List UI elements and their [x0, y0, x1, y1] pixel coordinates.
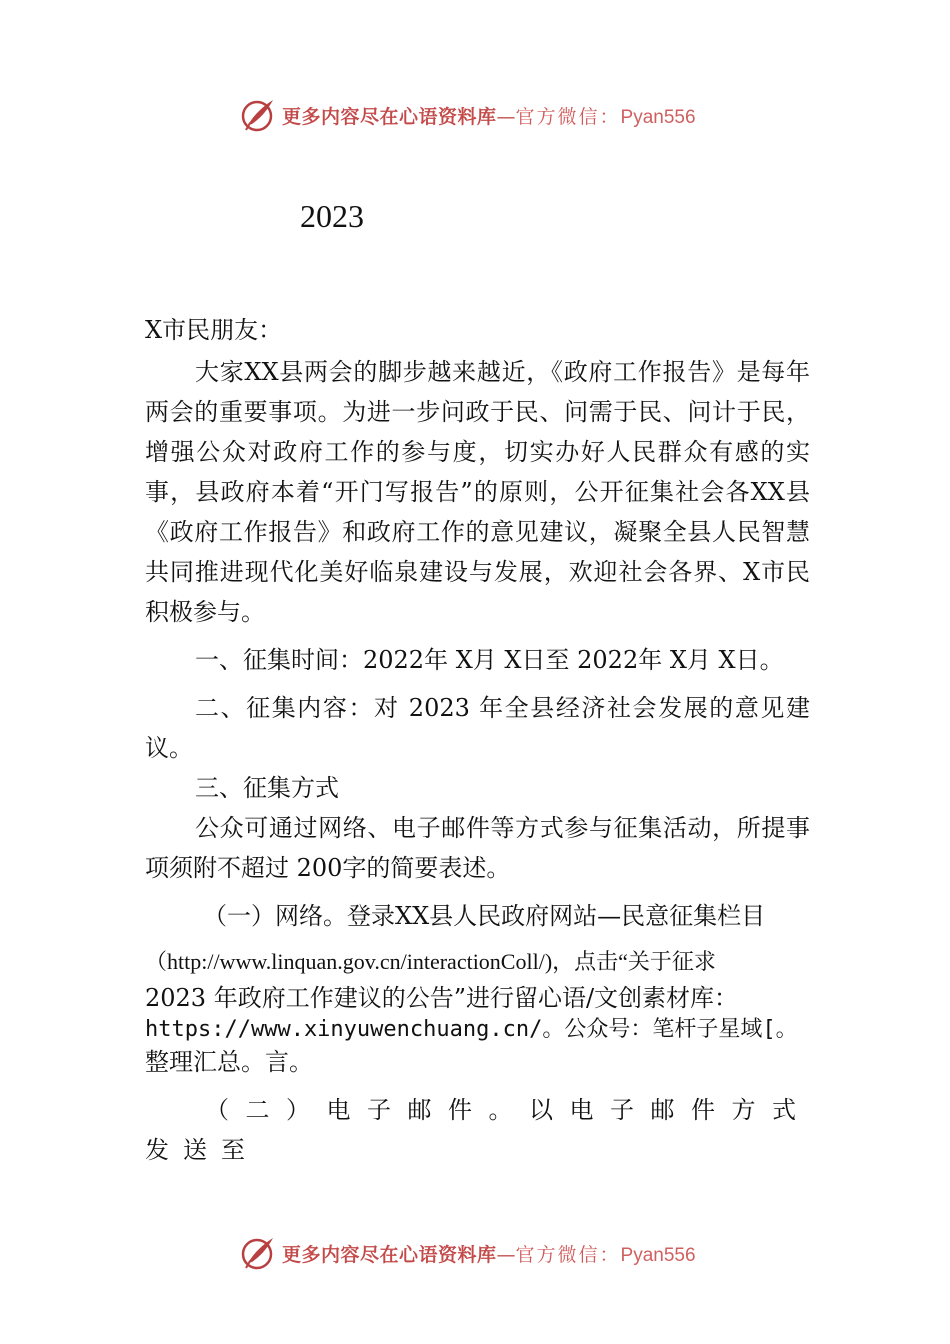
item-network-line3: https://www.xinyuwenchuang.cn/。公众号：笔杆子星域[。: [145, 1017, 798, 1042]
section-time: 一、征集时间：2022年 X月 X日至 2022年 X月 X日。: [195, 646, 784, 674]
banner-title: 更多内容尽在心语资料库: [282, 105, 497, 128]
footer-banner-text: [282, 1240, 696, 1267]
item-network-line4: 整理汇总。言。: [145, 1048, 313, 1076]
document-body: [145, 310, 810, 1170]
banner-wechat-label: 官方微信：: [515, 105, 621, 128]
banner-title: 更多内容尽在心语资料库: [282, 1243, 497, 1266]
header-banner: [240, 96, 696, 134]
item-network-line2: 2023 年政府工作建议的公告”进行留心语/文创素材库：: [145, 984, 739, 1012]
item-network-url: （http://www.linquan.gov.cn/interactionColl/)，点击“关于征求: [145, 949, 716, 974]
quill-logo-icon: [240, 1235, 276, 1271]
banner-wechat-id: Pyan556: [620, 106, 696, 128]
banner-wechat-id: Pyan556: [620, 1244, 696, 1266]
section-content: 二、征集内容：对 2023 年全县经济社会发展的意见建议。: [145, 694, 810, 762]
quill-logo-icon: [240, 97, 276, 133]
banner-dash: —: [496, 1243, 516, 1266]
header-banner-text: [282, 102, 696, 129]
item-email: （二）电子邮件。以电子邮件方式发送至: [145, 1096, 810, 1164]
item-network: （一）网络。登录XX县人民政府网站—民意征集栏目: [203, 902, 766, 930]
banner-wechat-label: 官方微信：: [515, 1243, 621, 1266]
salutation: X市民朋友：: [145, 316, 283, 344]
section-method-title: 三、征集方式: [195, 774, 339, 802]
document-title: 2023: [300, 198, 364, 234]
footer-banner: [240, 1234, 696, 1272]
section-method-body: 公众可通过网络、电子邮件等方式参与征集活动，所提事项须附不超过 200字的简要表述。: [145, 814, 810, 882]
intro-paragraph: 大家XX县两会的脚步越来越近，《政府工作报告》是每年两会的重要事项。为进一步问政于民、问需于民、问计于民，增强公众对政府工作的参与度，切实办好人民群众有感的实事，县政府本着“开门写报告”的原则，公开征集社会各XX县《政府工作报告》和政府工作的意见建议，凝聚全县人民智慧共同推进现代化美好临泉建设与发展，欢迎社会各界、X市民积极参与。: [145, 358, 810, 626]
banner-dash: —: [496, 105, 516, 128]
